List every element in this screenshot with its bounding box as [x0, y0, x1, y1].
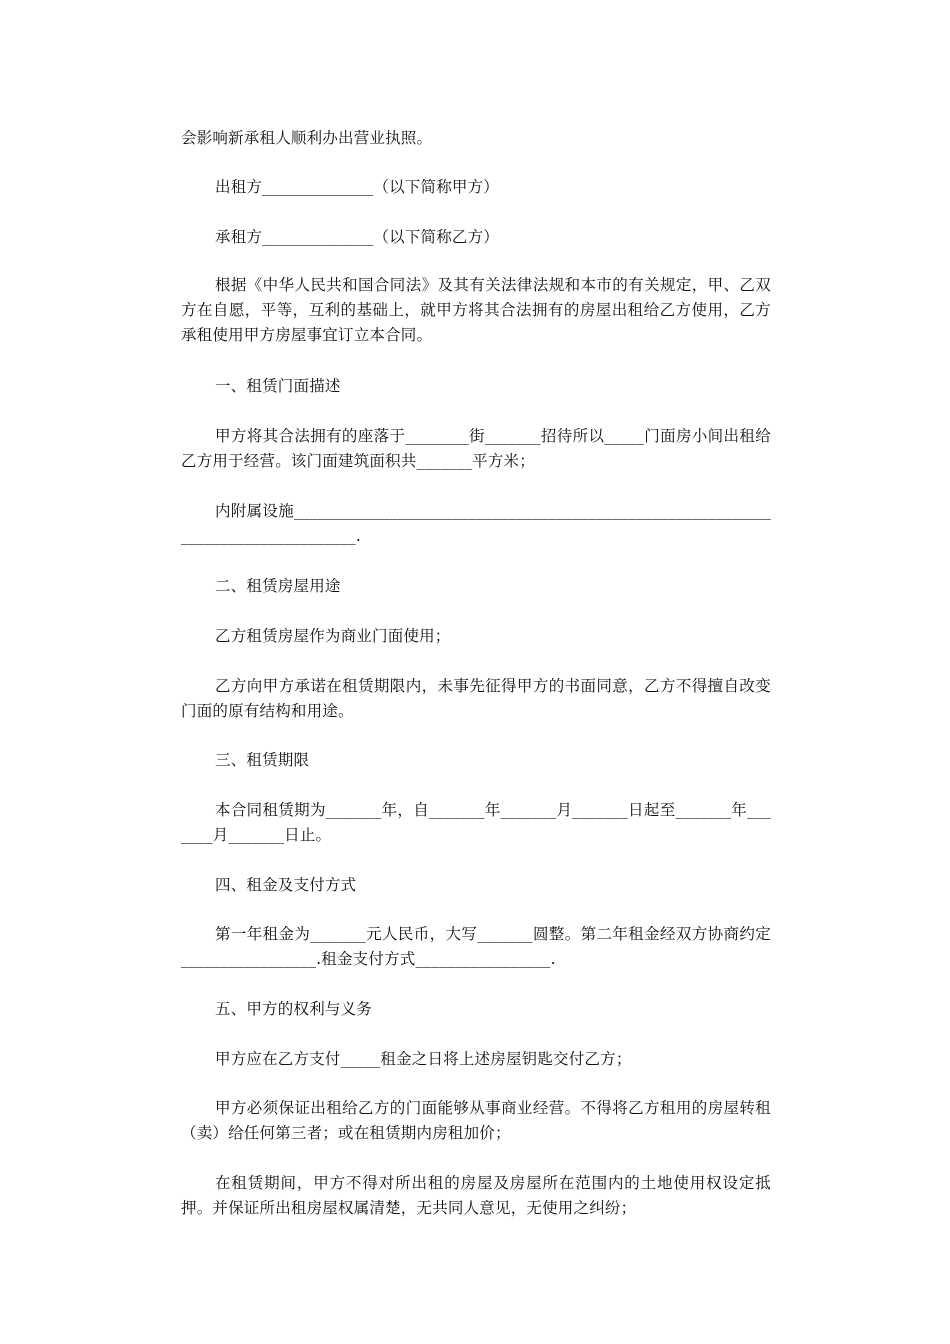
- paragraph-storefront-description: 甲方将其合法拥有的座落于________街_______招待所以_____门面房小间出租给乙方用于经营。该门面建筑面积共_______平方米；: [181, 427, 771, 470]
- section-heading-1: 一、租赁门面描述: [215, 377, 341, 395]
- section-heading-2: 二、租赁房屋用途: [215, 577, 341, 595]
- section-heading-5: 五、甲方的权利与义务: [215, 1000, 373, 1018]
- paragraph-lessee-line: 承租方______________（以下简称乙方）: [215, 228, 500, 246]
- paragraph-key-handover: 甲方应在乙方支付_____租金之日将上述房屋钥匙交付乙方；: [215, 1050, 632, 1068]
- paragraph-preamble: 根据《中华人民共和国合同法》及其有关法律法规和本市的有关规定，甲、乙双方在自愿，平等，互利的基础上，就甲方将其合法拥有的房屋出租给乙方使用，乙方承租使用甲方房屋事宜订立本合同。: [181, 276, 771, 344]
- paragraph-usage-promise: 乙方向甲方承诺在租赁期限内，未事先征得甲方的书面同意，乙方不得擅自改变门面的原有结构和用途。: [181, 677, 771, 720]
- paragraph-usage: 乙方租赁房屋作为商业门面使用；: [215, 627, 451, 645]
- section-heading-3: 三、租赁期限: [215, 751, 310, 769]
- paragraph-rent: 第一年租金为_______元人民币，大写_______圆整。第二年租金经双方协商约定_________________.租金支付方式_________________.: [181, 925, 771, 968]
- paragraph-lease-term: 本合同租赁期为_______年，自_______年_______月_______日起至_______年_______月_______日止。: [181, 801, 771, 844]
- paragraph-lessor-guarantee: 甲方必须保证出租给乙方的门面能够从事商业经营。不得将乙方租用的房屋转租（卖）给任何第三者；或在租赁期内房租加价；: [181, 1099, 771, 1142]
- paragraph-continuation: 会影响新承租人顺利办出营业执照。: [181, 129, 433, 147]
- paragraph-no-mortgage: 在租赁期间，甲方不得对所出租的房屋及房屋所在范围内的土地使用权设定抵押。并保证所出租房屋权属清楚，无共同人意见，无使用之纠纷；: [181, 1174, 771, 1217]
- paragraph-lessor-line: 出租方______________（以下简称甲方）: [215, 178, 500, 196]
- paragraph-facilities: 内附属设施__________________________________________________________________________________.: [181, 502, 771, 545]
- section-heading-4: 四、租金及支付方式: [215, 876, 357, 894]
